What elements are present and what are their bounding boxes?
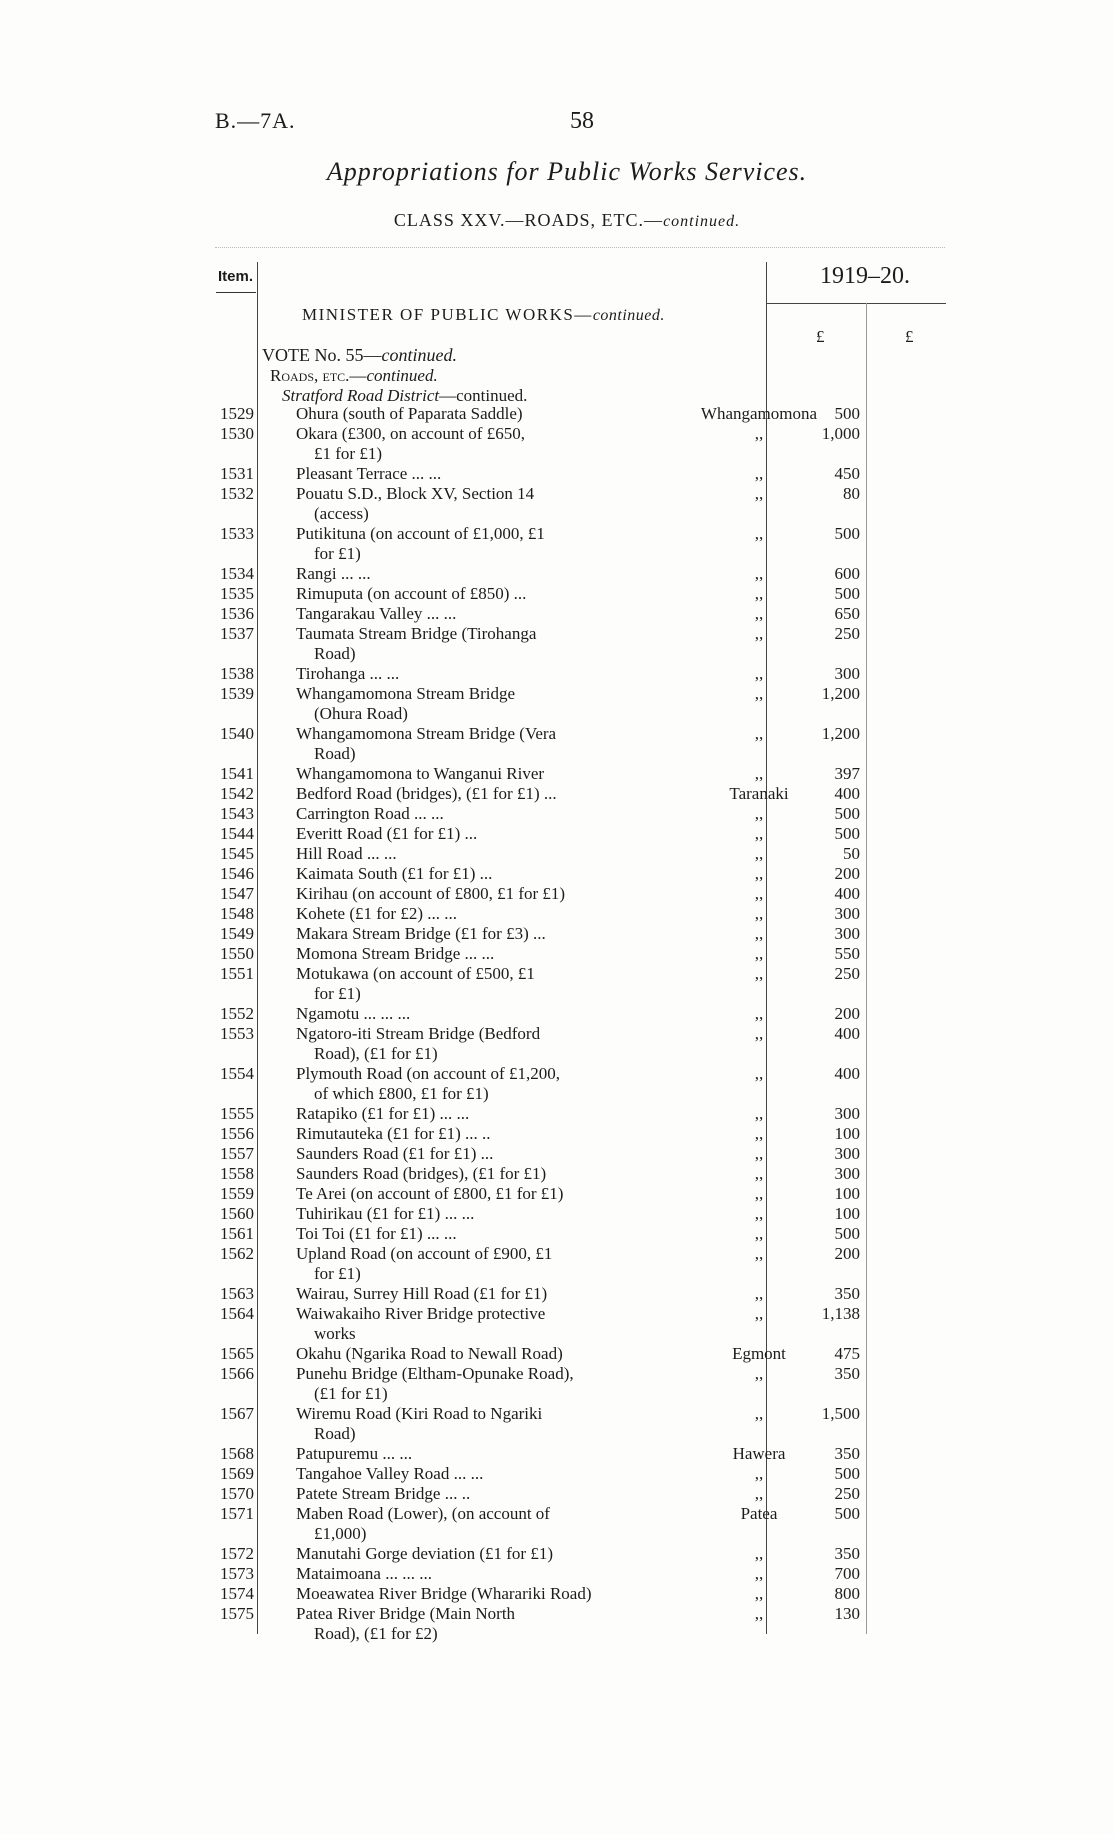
item-number: 1574 <box>220 1584 254 1603</box>
description-line: Tirohanga ... ... <box>296 664 400 683</box>
table-row: 1549 Makara Stream Bridge (£1 for £3) ... ,, 300 <box>190 924 910 944</box>
description-line: Saunders Road (£1 for £1) ... <box>296 1144 494 1163</box>
description-line: Whangamomona Stream Bridge <box>296 684 516 703</box>
description-line: Wairau, Surrey Hill Road (£1 for £1) <box>296 1284 548 1303</box>
currency-symbol-total: £ <box>905 327 914 346</box>
description-line: of which £800, £1 for £1) <box>314 1084 489 1103</box>
table-row: 1545 Hill Road ... ... ,, 50 <box>190 844 910 864</box>
district-name: ,, <box>754 1244 764 1263</box>
district-name: Hawera <box>732 1444 786 1463</box>
district-name: ,, <box>754 964 764 983</box>
description-line: Mataimoana ... ... ... <box>296 1564 432 1583</box>
district-name: ,, <box>754 1144 764 1163</box>
description-line: Toi Toi (£1 for £1) ... ... <box>296 1224 457 1243</box>
item-number: 1566 <box>220 1364 254 1383</box>
district-heading-continued: —continued. <box>439 386 528 405</box>
item-number: 1551 <box>220 964 254 983</box>
description-line: Bedford Road (bridges), (£1 for £1) ... <box>296 784 557 803</box>
table-row: 1556 Rimutauteka (£1 for £1) ... .. ,, 100 <box>190 1124 910 1144</box>
district-name: ,, <box>754 1124 764 1143</box>
district-name: ,, <box>754 904 764 923</box>
roads-heading-text: Roads, etc.— <box>270 366 367 385</box>
description-line: Patete Stream Bridge ... .. <box>296 1484 471 1503</box>
description-line: Rimutauteka (£1 for £1) ... .. <box>296 1124 491 1143</box>
document-reference: B.—7A. <box>215 108 296 133</box>
description-line: Rimuputa (on account of £850) ... <box>296 584 527 603</box>
description-line: (access) <box>314 504 369 523</box>
table-row: 1530 Okara (£300, on account of £650, £1 for £1) ,, 1,000 <box>190 424 910 464</box>
page-number: 58 <box>570 108 594 134</box>
table-row: 1565 Okahu (Ngarika Road to Newall Road) Egmont 475 <box>190 1344 910 1364</box>
table-row: 1571 Maben Road (Lower), (on account of £1,000) Patea 500 <box>190 1504 910 1544</box>
description-line: Punehu Bridge (Eltham-Opunake Road), <box>296 1364 574 1383</box>
item-number: 1541 <box>220 764 254 783</box>
description-line: Momona Stream Bridge ... ... <box>296 944 495 963</box>
item-number: 1531 <box>220 464 254 483</box>
district-name: ,, <box>754 1204 764 1223</box>
minister-heading-text: MINISTER OF PUBLIC WORKS— <box>302 305 593 324</box>
table-row: 1557 Saunders Road (£1 for £1) ... ,, 300 <box>190 1144 910 1164</box>
table-row: 1547 Kirihau (on account of £800, £1 for £1) ,, 400 <box>190 884 910 904</box>
minister-heading <box>302 305 665 325</box>
description-line: Whangamomona to Wanganui River <box>296 764 545 783</box>
description-line: Makara Stream Bridge (£1 for £3) ... <box>296 924 546 943</box>
district-name: ,, <box>754 604 764 623</box>
page-title: Appropriations for Public Works Services. <box>326 157 808 186</box>
item-number: 1553 <box>220 1024 254 1043</box>
description-line: Moeawatea River Bridge (Wharariki Road) <box>296 1584 592 1603</box>
item-number: 1555 <box>220 1104 254 1123</box>
description-line: Motukawa (on account of £500, £1 <box>296 964 535 983</box>
description-line: for £1) <box>314 1264 361 1283</box>
district-name: ,, <box>754 664 764 683</box>
item-number: 1548 <box>220 904 254 923</box>
item-number: 1564 <box>220 1304 254 1323</box>
description-line: Road), (£1 for £2) <box>314 1624 438 1643</box>
description-line: Pouatu S.D., Block XV, Section 14 <box>296 484 535 503</box>
description-line: Whangamomona Stream Bridge (Vera <box>296 724 557 743</box>
table-row: 1570 Patete Stream Bridge ... .. ,, 250 <box>190 1484 910 1504</box>
description-line: Putikituna (on account of £1,000, £1 <box>296 524 545 543</box>
item-number: 1542 <box>220 784 254 803</box>
table-row: 1533 Putikituna (on account of £1,000, £1 for £1) ,, 500 <box>190 524 910 564</box>
vote-heading <box>262 345 457 366</box>
vote-heading-text: VOTE No. 55— <box>262 345 382 365</box>
district-name: ,, <box>754 1364 764 1383</box>
district-name: ,, <box>754 1464 764 1483</box>
description-line: Carrington Road ... ... <box>296 804 444 823</box>
district-name: ,, <box>754 584 764 603</box>
district-name: Patea <box>740 1504 778 1523</box>
description-line: £1,000) <box>314 1524 367 1543</box>
district-name: ,, <box>754 1604 764 1623</box>
table-row: 1540 Whangamomona Stream Bridge (Vera Road) ,, 1,200 <box>190 724 910 764</box>
description-line: Ohura (south of Paparata Saddle) <box>296 404 523 423</box>
item-number: 1562 <box>220 1244 254 1263</box>
district-name: ,, <box>754 1164 764 1183</box>
item-number: 1559 <box>220 1184 254 1203</box>
description-line: Wiremu Road (Kiri Road to Ngariki <box>296 1404 543 1423</box>
description-line: Manutahi Gorge deviation (£1 for £1) <box>296 1544 553 1563</box>
table-row: 1562 Upland Road (on account of £900, £1 for £1) ,, 200 <box>190 1244 910 1284</box>
district-name: ,, <box>754 624 764 643</box>
table-row: 1552 Ngamotu ... ... ... ,, 200 <box>190 1004 910 1024</box>
item-header-rule <box>216 292 256 293</box>
district-name: ,, <box>754 1484 764 1503</box>
table-row: 1563 Wairau, Surrey Hill Road (£1 for £1) ,, 350 <box>190 1284 910 1304</box>
description-line: Te Arei (on account of £800, £1 for £1) <box>296 1184 564 1203</box>
district-name: Taranaki <box>729 784 789 803</box>
description-line: Road) <box>314 744 356 763</box>
vote-heading-continued: continued. <box>381 345 457 365</box>
description-line: Tangarakau Valley ... ... <box>296 604 457 623</box>
item-number: 1554 <box>220 1064 254 1083</box>
table-row: 1538 Tirohanga ... ... ,, 300 <box>190 664 910 684</box>
district-name: ,, <box>754 1004 764 1023</box>
table-row: 1541 Whangamomona to Wanganui River ,, 397 <box>190 764 910 784</box>
item-number: 1557 <box>220 1144 254 1163</box>
item-number: 1545 <box>220 844 254 863</box>
appropriation-table <box>190 404 910 1644</box>
description-line: (Ohura Road) <box>314 704 408 723</box>
table-row: 1546 Kaimata South (£1 for £1) ... ,, 200 <box>190 864 910 884</box>
description-line: Upland Road (on account of £900, £1 <box>296 1244 553 1263</box>
item-number: 1538 <box>220 664 254 683</box>
description-line: Saunders Road (bridges), (£1 for £1) <box>296 1164 547 1183</box>
description-line: Tangahoe Valley Road ... ... <box>296 1464 484 1483</box>
table-row: 1560 Tuhirikau (£1 for £1) ... ... ,, 100 <box>190 1204 910 1224</box>
item-number: 1547 <box>220 884 254 903</box>
description-line: (£1 for £1) <box>314 1384 388 1403</box>
description-line: Patea River Bridge (Main North <box>296 1604 516 1623</box>
district-name: ,, <box>754 864 764 883</box>
item-number: 1537 <box>220 624 254 643</box>
currency-symbol-amount: £ <box>816 327 825 346</box>
roads-heading <box>270 366 438 386</box>
description-line: Okahu (Ngarika Road to Newall Road) <box>296 1344 563 1363</box>
class-heading <box>0 210 1114 231</box>
description-line: Everitt Road (£1 for £1) ... <box>296 824 478 843</box>
description-line: Ngatoro-iti Stream Bridge (Bedford <box>296 1024 541 1043</box>
table-row: 1548 Kohete (£1 for £2) ... ... ,, 300 <box>190 904 910 924</box>
table-row: 1551 Motukawa (on account of £500, £1 for £1) ,, 250 <box>190 964 910 1004</box>
item-number: 1530 <box>220 424 254 443</box>
district-heading <box>282 386 527 406</box>
minister-heading-continued: continued. <box>592 307 665 324</box>
district-name: ,, <box>754 1224 764 1243</box>
item-number: 1532 <box>220 484 254 503</box>
district-name: ,, <box>754 1184 764 1203</box>
description-line: Kirihau (on account of £800, £1 for £1) <box>296 884 566 903</box>
year-column-header: 1919–20. <box>820 263 910 289</box>
item-number: 1556 <box>220 1124 254 1143</box>
item-number: 1571 <box>220 1504 254 1523</box>
description-line: Okara (£300, on account of £650, <box>296 424 525 443</box>
district-name: ,, <box>754 464 764 483</box>
district-name: ,, <box>754 924 764 943</box>
description-line: for £1) <box>314 984 361 1003</box>
item-number: 1570 <box>220 1484 254 1503</box>
district-name: ,, <box>754 484 764 503</box>
table-row: 1553 Ngatoro-iti Stream Bridge (Bedford Road), (£1 for £1) ,, 400 <box>190 1024 910 1064</box>
table-row: 1531 Pleasant Terrace ... ... ,, 450 <box>190 464 910 484</box>
district-name: ,, <box>754 764 764 783</box>
description-line: Kaimata South (£1 for £1) ... <box>296 864 493 883</box>
class-heading-continued: continued. <box>663 213 741 230</box>
item-number: 1573 <box>220 1564 254 1583</box>
description-line: works <box>314 1324 356 1343</box>
table-row: 1554 Plymouth Road (on account of £1,200, of which £800, £1 for £1) ,, 400 <box>190 1064 910 1104</box>
district-name: ,, <box>754 1304 764 1323</box>
district-name: ,, <box>754 1284 764 1303</box>
item-number: 1575 <box>220 1604 254 1623</box>
district-name: Whangamomona <box>700 404 818 423</box>
description-line: Hill Road ... ... <box>296 844 397 863</box>
item-number: 1567 <box>220 1404 254 1423</box>
description-line: £1 for £1) <box>314 444 382 463</box>
table-row: 1535 Rimuputa (on account of £850) ... ,, 500 <box>190 584 910 604</box>
description-line: Road) <box>314 644 356 663</box>
district-name: ,, <box>754 804 764 823</box>
table-row: 1536 Tangarakau Valley ... ... ,, 650 <box>190 604 910 624</box>
district-name: ,, <box>754 424 764 443</box>
item-number: 1536 <box>220 604 254 623</box>
description-line: Maben Road (Lower), (on account of <box>296 1504 550 1523</box>
item-number: 1568 <box>220 1444 254 1463</box>
table-row: 1537 Taumata Stream Bridge (Tirohanga Road) ,, 250 <box>190 624 910 664</box>
table-row: 1542 Bedford Road (bridges), (£1 for £1) ... Taranaki 400 <box>190 784 910 804</box>
table-row: 1572 Manutahi Gorge deviation (£1 for £1) ,, 350 <box>190 1544 910 1564</box>
table-row: 1568 Patupuremu ... ... Hawera 350 <box>190 1444 910 1464</box>
item-number: 1549 <box>220 924 254 943</box>
roads-heading-continued: continued. <box>366 366 438 385</box>
district-name: ,, <box>754 1104 764 1123</box>
table-row: 1532 Pouatu S.D., Block XV, Section 14 (access) ,, 80 <box>190 484 910 524</box>
table-row: 1575 Patea River Bridge (Main North Road), (£1 for £2) ,, 130 <box>190 1604 910 1644</box>
item-number: 1533 <box>220 524 254 543</box>
table-row: 1555 Ratapiko (£1 for £1) ... ... ,, 300 <box>190 1104 910 1124</box>
class-heading-text: CLASS XXV.—ROADS, ETC.— <box>393 210 664 230</box>
table-row: 1534 Rangi ... ... ,, 600 <box>190 564 910 584</box>
description-line: Tuhirikau (£1 for £1) ... ... <box>296 1204 475 1223</box>
district-name: ,, <box>754 884 764 903</box>
description-line: Plymouth Road (on account of £1,200, <box>296 1064 560 1083</box>
item-number: 1558 <box>220 1164 254 1183</box>
item-number: 1539 <box>220 684 254 703</box>
table-row: 1544 Everitt Road (£1 for £1) ... ,, 500 <box>190 824 910 844</box>
district-name: ,, <box>754 844 764 863</box>
description-line: Ngamotu ... ... ... <box>296 1004 411 1023</box>
item-number: 1569 <box>220 1464 254 1483</box>
item-number: 1543 <box>220 804 254 823</box>
description-line: Road) <box>314 1424 356 1443</box>
district-name: ,, <box>754 724 764 743</box>
item-number: 1546 <box>220 864 254 883</box>
faint-divider <box>215 247 945 248</box>
description-line: Rangi ... ... <box>296 564 371 583</box>
item-number: 1534 <box>220 564 254 583</box>
district-name: ,, <box>754 684 764 703</box>
description-line: Pleasant Terrace ... ... <box>296 464 442 483</box>
district-name: ,, <box>754 1024 764 1043</box>
table-row: 1567 Wiremu Road (Kiri Road to Ngariki Road) ,, 1,500 <box>190 1404 910 1444</box>
district-name: ,, <box>754 1544 764 1563</box>
description-line: Kohete (£1 for £2) ... ... <box>296 904 457 923</box>
table-row: 1559 Te Arei (on account of £800, £1 for £1) ,, 100 <box>190 1184 910 1204</box>
district-name: ,, <box>754 944 764 963</box>
item-number: 1540 <box>220 724 254 743</box>
table-row: 1558 Saunders Road (bridges), (£1 for £1) ,, 300 <box>190 1164 910 1184</box>
item-number: 1572 <box>220 1544 254 1563</box>
table-row: 1574 Moeawatea River Bridge (Wharariki Road) ,, 800 <box>190 1584 910 1604</box>
item-number: 1529 <box>220 404 254 423</box>
district-name: ,, <box>754 1404 764 1423</box>
item-number: 1563 <box>220 1284 254 1303</box>
description-line: Waiwakaiho River Bridge protective <box>296 1304 546 1323</box>
district-heading-name: Stratford Road District <box>282 386 440 405</box>
description-line: Patupuremu ... ... <box>296 1444 413 1463</box>
item-number: 1565 <box>220 1344 254 1363</box>
description-line: for £1) <box>314 544 361 563</box>
description-line: Road), (£1 for £1) <box>314 1044 438 1063</box>
table-row: 1569 Tangahoe Valley Road ... ... ,, 500 <box>190 1464 910 1484</box>
item-column-header: Item. <box>218 268 254 285</box>
district-name: ,, <box>754 824 764 843</box>
item-number: 1560 <box>220 1204 254 1223</box>
description-line: Ratapiko (£1 for £1) ... ... <box>296 1104 470 1123</box>
district-name: Egmont <box>732 1344 786 1363</box>
district-name: ,, <box>754 564 764 583</box>
table-row: 1543 Carrington Road ... ... ,, 500 <box>190 804 910 824</box>
description-line: Taumata Stream Bridge (Tirohanga <box>296 624 537 643</box>
item-number: 1561 <box>220 1224 254 1243</box>
table-row: 1564 Waiwakaiho River Bridge protective works ,, 1,138 <box>190 1304 910 1344</box>
table-row: 1529 Ohura (south of Paparata Saddle) Whangamomona 500 <box>190 404 910 424</box>
item-number: 1535 <box>220 584 254 603</box>
district-name: ,, <box>754 1584 764 1603</box>
table-row: 1561 Toi Toi (£1 for £1) ... ... ,, 500 <box>190 1224 910 1244</box>
item-number: 1552 <box>220 1004 254 1023</box>
year-header-rule <box>766 303 946 304</box>
item-number: 1544 <box>220 824 254 843</box>
district-name: ,, <box>754 1564 764 1583</box>
item-number: 1550 <box>220 944 254 963</box>
district-name: ,, <box>754 1064 764 1083</box>
table-row: 1566 Punehu Bridge (Eltham-Opunake Road), (£1 for £1) ,, 350 <box>190 1364 910 1404</box>
table-row: 1550 Momona Stream Bridge ... ... ,, 550 <box>190 944 910 964</box>
table-row: 1573 Mataimoana ... ... ... ,, 700 <box>190 1564 910 1584</box>
table-row: 1539 Whangamomona Stream Bridge (Ohura Road) ,, 1,200 <box>190 684 910 724</box>
district-name: ,, <box>754 524 764 543</box>
